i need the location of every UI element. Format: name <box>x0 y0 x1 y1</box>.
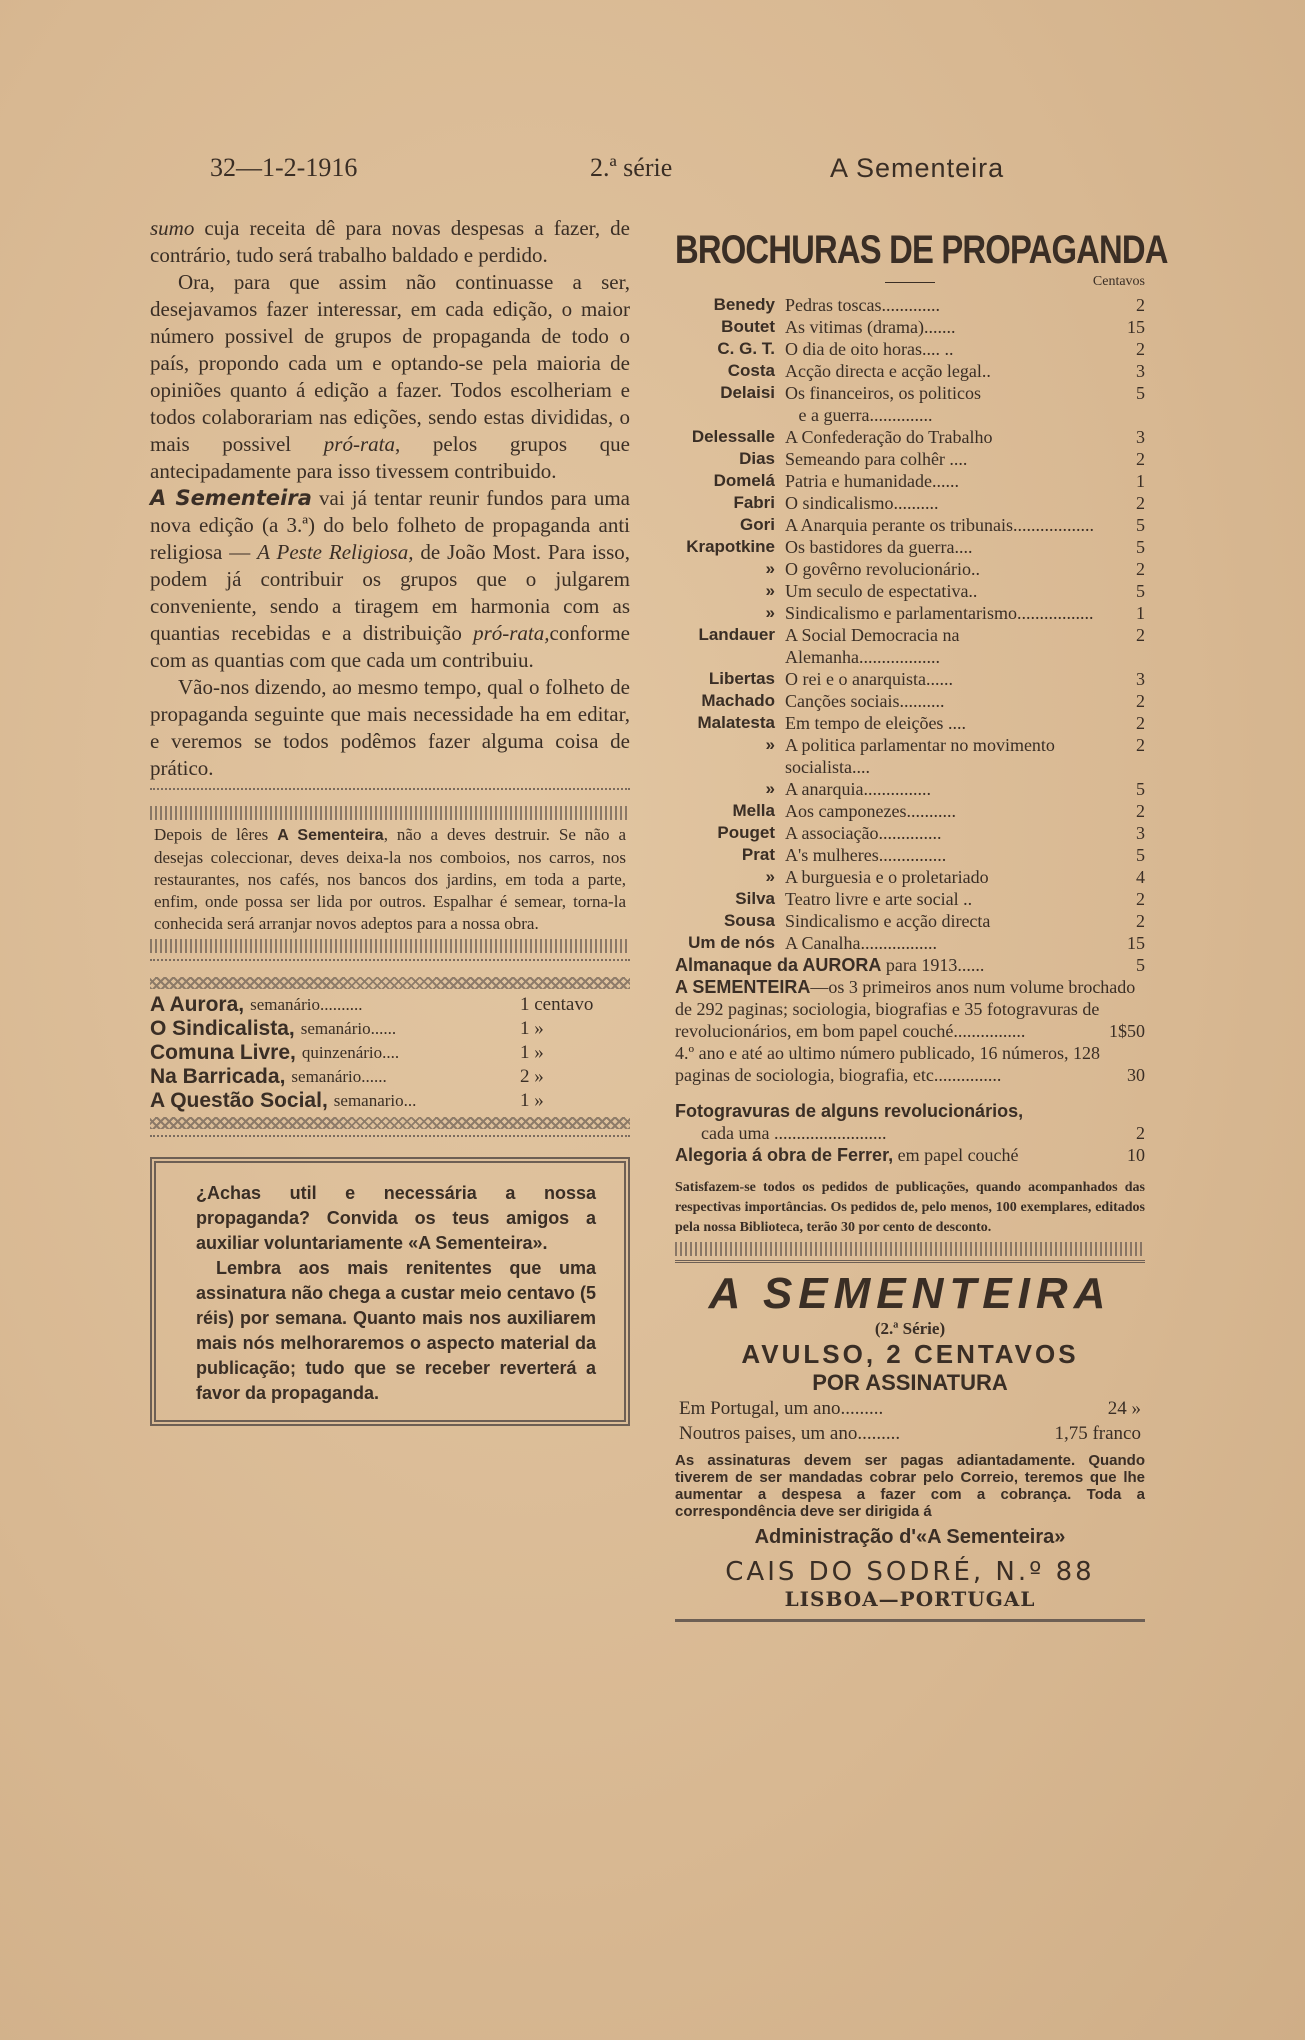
book-price: 5 <box>1136 779 1145 799</box>
fotogravuras-lead: Fotogravuras de alguns revolucionários, <box>675 1101 1024 1121</box>
book-price: 2 <box>1136 889 1145 909</box>
fotogravuras-row <box>675 1100 1145 1144</box>
book-price: 2 <box>1136 493 1145 513</box>
book-price: 5 <box>1136 383 1145 403</box>
paragraph-4 <box>150 674 630 782</box>
subscription-portugal <box>675 1396 1145 1421</box>
right-column <box>675 228 1168 1622</box>
appeal-paragraph-2: Lembra aos mais renitentes que uma assinatura não chega a custar meio centavo (5 réis) por semana. Quanto mais nos auxiliarem mais nós melhoraremos o aspecto material da publicação; tudo que se receber reverterá a favor da propaganda. <box>196 1258 596 1403</box>
periodical-price: 1 » <box>520 1090 544 1111</box>
book-price: 2 <box>1136 339 1145 359</box>
book-title: A politica parlamentar no movimento socialista.... <box>785 735 1060 777</box>
periodical-name: A Aurora, <box>150 993 245 1016</box>
paragraph-2 <box>150 269 630 485</box>
book-author: Dias <box>739 449 775 468</box>
alegoria-row <box>675 1144 1145 1166</box>
book-author: Um de nós <box>688 933 775 952</box>
alegoria-price: 10 <box>1127 1145 1145 1165</box>
book-author: Benedy <box>713 295 775 314</box>
quarto-ano-text: 4.º ano e até ao ultimo número publicado, 16 números, 128 paginas de sociologia, biografia, etc............... <box>675 1043 1100 1085</box>
hatched-divider-2 <box>150 939 630 953</box>
paragraph-2-text-a: Ora, para que assim não continuasse a ser, desejavamos fazer interessar, em cada edição, o maior número possivel de grupos de propaganda de todo o país, propondo cada um e optando-se pela maioria de opiniões quanto á edição a fazer. Todos escolheriam e todos colaborariam nas edições, sendo estas divididas, o mais possivel <box>150 270 630 456</box>
book-author: Delaisi <box>720 383 775 402</box>
book-price: 2 <box>1136 911 1145 931</box>
book-title: A's mulheres............... <box>785 845 947 865</box>
sementeira-volume-price: 1$50 <box>1109 1021 1145 1041</box>
book-title: Em tempo de eleições .... <box>785 713 966 733</box>
periodical-name: A Questão Social, <box>150 1089 328 1112</box>
almanaque-row <box>675 954 1145 976</box>
book-title: Canções sociais.......... <box>785 691 945 711</box>
header-date: 32—1-2-1916 <box>210 153 358 182</box>
ornamental-divider-2 <box>150 1117 630 1129</box>
book-author: Boutet <box>721 317 775 336</box>
pedidos-note: Satisfazem-se todos os pedidos de publicações, quando acompanhados das respectivas importâncias. Os pedidos de, pelo menos, 100 exemplares, editados pela nossa Biblioteca, terão 30 por cento de desconto. <box>675 1180 1145 1235</box>
book-title: Acção directa e acção legal.. <box>785 361 991 381</box>
book-author: » <box>765 603 775 622</box>
centavos-line <box>675 274 1145 290</box>
book-price: 3 <box>1136 823 1145 843</box>
book-price: 3 <box>1136 669 1145 689</box>
periodical-desc: semanário.......... <box>250 995 363 1014</box>
book-title: A Anarquia perante os tribunais.................. <box>785 515 1094 535</box>
hatched-divider-right <box>675 1242 1145 1256</box>
fotogravuras-text: cada uma ......................... <box>701 1123 887 1143</box>
book-price: 2 <box>1136 801 1145 821</box>
periodical-price: 1 » <box>520 1042 544 1063</box>
periodical-row <box>150 1089 630 1113</box>
book-author: Silva <box>735 889 775 908</box>
book-author: » <box>765 779 775 798</box>
portugal-price: 24 » <box>1107 1398 1141 1419</box>
book-author: Machado <box>701 691 775 710</box>
book-author: Libertas <box>708 669 775 688</box>
brochuras-heading: BROCHURAS DE PROPAGANDA <box>675 228 1168 272</box>
periodical-price: 1 » <box>520 1018 544 1039</box>
dotted-divider <box>150 788 630 800</box>
book-title: O sindicalismo.......... <box>785 493 939 513</box>
book-title: Patria e humanidade...... <box>785 471 959 491</box>
support-appeal-box <box>150 1157 630 1426</box>
quarto-ano-price: 30 <box>1127 1065 1145 1085</box>
book-price: 5 <box>1136 515 1145 535</box>
paragraph-3 <box>150 485 630 674</box>
ornamental-divider <box>150 977 630 989</box>
paragraph-1-italic: sumo <box>150 216 195 240</box>
periodical-price: 1 centavo <box>520 994 594 1015</box>
book-price: 2 <box>1136 449 1145 469</box>
book-title: A Canalha................. <box>785 933 937 953</box>
almanaque-text: para 1913...... <box>881 955 985 975</box>
header-title: A Sementeira <box>830 153 1005 183</box>
masthead-series: (2.ª Série) <box>874 1319 946 1338</box>
book-price: 2 <box>1136 713 1145 733</box>
periodical-name: O Sindicalista, <box>150 1017 295 1040</box>
book-author: Costa <box>727 361 775 380</box>
book-price: 3 <box>1136 427 1145 447</box>
book-author: Gori <box>740 515 775 534</box>
quarto-ano-row <box>675 1042 1145 1086</box>
book-title: O rei e o anarquista...... <box>785 669 953 689</box>
periodical-row <box>150 1017 630 1041</box>
paragraph-2-text-b: , pelos grupos que antecipadamente para isso tivessem contribuido. <box>150 432 630 483</box>
bottom-rule <box>675 1619 1145 1622</box>
notice-text-a: Depois de lêres <box>154 825 278 844</box>
book-price: 1 <box>1136 471 1145 491</box>
book-title: O govêrno revolucionário.. <box>785 559 980 579</box>
sementeira-brand: A Sementeira <box>150 486 312 510</box>
paragraph-2-italic: pró-rata <box>323 432 395 456</box>
periodical-price: 2 » <box>520 1066 544 1087</box>
periodical-name: Na Barricada, <box>150 1065 286 1088</box>
book-author: Krapotkine <box>686 537 775 556</box>
book-author: Sousa <box>723 911 775 930</box>
abroad-price: 1,75 franco <box>1054 1423 1141 1444</box>
periodical-desc: semanário...... <box>300 1019 397 1038</box>
book-title: A anarquia............... <box>785 779 931 799</box>
alegoria-lead: Alegoria á obra de Ferrer, <box>675 1145 894 1165</box>
book-author: » <box>765 559 775 578</box>
double-rule <box>675 1260 1145 1263</box>
administration-line: Administração d'«A Sementeira» <box>754 1526 1066 1548</box>
book-title: O dia de oito horas.... .. <box>785 339 954 359</box>
book-author: » <box>765 867 775 886</box>
book-title: A Confederação do Trabalho <box>785 427 993 447</box>
book-title: A burguesia e o proletariado <box>785 867 989 887</box>
periodicals-list <box>150 993 630 1113</box>
book-price: 2 <box>1136 625 1145 645</box>
alegoria-text: em papel couché <box>893 1145 1019 1165</box>
book-title: A Social Democracia na Alemanha.................. <box>785 625 963 667</box>
book-title: Um seculo de espectativa.. <box>785 581 978 601</box>
book-title: A associação.............. <box>785 823 942 843</box>
book-author: » <box>765 581 775 600</box>
book-price: 3 <box>1136 361 1145 381</box>
city-line: LISBOA—PORTUGAL <box>784 1587 1036 1611</box>
book-title: Semeando para colhêr .... <box>785 449 968 469</box>
book-author: » <box>765 735 775 754</box>
periodical-desc: quinzenário.... <box>301 1043 400 1062</box>
hatched-divider <box>150 806 630 820</box>
abroad-label: Noutros paises, um ano......... <box>679 1423 901 1444</box>
subscription-abroad <box>675 1421 1145 1446</box>
paragraph-3-italic: A Peste Religiosa, <box>257 540 414 564</box>
book-price: 2 <box>1136 691 1145 711</box>
sementeira-volume-row <box>675 976 1145 1042</box>
book-author: Mella <box>732 801 775 820</box>
masthead-title: A SEMENTEIRA <box>708 1269 1112 1318</box>
paragraph-3-text-b: de João Most. Para isso, podem já contribuir os grupos que o julgarem conveniente, sendo a tiragem em harmonia com as quantias recebidas e a distribuição <box>150 540 631 645</box>
sementeira-volume-lead: A SEMENTEIRA <box>675 977 811 997</box>
book-title: Os bastidores da guerra.... <box>785 537 973 557</box>
paragraph-3-text-a: vai já tentar reunir fundos para uma nova edição (a 3.ª) do belo folheto de propaganda anti religiosa — <box>150 486 630 564</box>
dotted-divider-2 <box>150 959 630 971</box>
book-author: Landauer <box>698 625 775 644</box>
book-author: Fabri <box>733 493 775 512</box>
book-title: Sindicalismo e parlamentarismo................. <box>785 603 1094 623</box>
paragraph-4-text: Vão-nos dizendo, ao mesmo tempo, qual o folheto de propaganda seguinte que mais necessidade ha em editar, e veremos se todos podêmos fazer alguma coisa de prático. <box>150 675 630 780</box>
centavos-label: Centavos <box>1092 274 1145 289</box>
book-title: Sindicalismo e acção directa <box>785 911 991 931</box>
book-title: Teatro livre e arte social .. <box>785 889 973 909</box>
book-author: C. G. T. <box>717 339 775 358</box>
periodical-row <box>150 993 630 1017</box>
book-price: 1 <box>1136 603 1145 623</box>
left-column <box>150 215 630 1426</box>
book-author: Delessalle <box>691 427 775 446</box>
almanaque-price: 5 <box>1136 955 1145 975</box>
book-title: As vitimas (drama)....... <box>785 317 956 337</box>
periodical-row <box>150 1041 630 1065</box>
almanaque-lead: Almanaque da AURORA <box>675 955 882 975</box>
subscription-heading: POR ASSINATURA <box>812 1370 1008 1395</box>
notice-brand: A Sementeira <box>277 827 384 844</box>
book-author: Prat <box>741 845 775 864</box>
periodical-row <box>150 1065 630 1089</box>
fotogravuras-price: 2 <box>1136 1123 1145 1143</box>
paragraph-1-text: cuja receita dê para novas despesas a fazer, de contrário, tudo será trabalho baldado e perdido. <box>150 216 630 267</box>
heading-dash <box>885 282 935 283</box>
book-price: 5 <box>1136 537 1145 557</box>
address-line: CAIS DO SODRÉ, N.º 88 <box>725 1557 1095 1587</box>
book-price: 4 <box>1136 867 1145 887</box>
book-title: Pedras toscas............. <box>785 295 940 315</box>
book-title: Aos camponezes........... <box>785 801 956 821</box>
avulso-price: AVULSO, 2 CENTAVOS <box>741 1339 1079 1369</box>
book-price: 15 <box>1127 317 1145 337</box>
subscriptions-note: As assinaturas devem ser pagas adiantadamente. Quando tiverem de ser mandadas cobrar pelo Correio, teremos que lhe aumentar a despesa a fazer com a cobrança. Toda a correspondência deve ser dirigida á <box>675 1452 1145 1520</box>
periodical-name: Comuna Livre, <box>150 1041 296 1064</box>
book-author: Malatesta <box>697 713 775 732</box>
appeal-paragraph-1: ¿Achas util e necessária a nossa propaganda? Convida os teus amigos a auxiliar voluntariamente «A Sementeira». <box>196 1183 596 1253</box>
book-price: 5 <box>1136 581 1145 601</box>
book-price: 2 <box>1136 559 1145 579</box>
book-list <box>675 294 1145 954</box>
book-title: Os financeiros, os politicos e a guerra.............. <box>785 383 981 425</box>
book-author: Domelá <box>713 471 775 490</box>
sementeira-volume-text: —os 3 primeiros anos num volume brochado de 292 paginas; sociologia, biografias e 35 fotogravuras de revolucionários, em bom papel couché................ <box>675 977 1136 1041</box>
book-price: 2 <box>1136 735 1145 755</box>
book-price: 5 <box>1136 845 1145 865</box>
book-author: Pouget <box>717 823 775 842</box>
periodical-desc: semanario... <box>333 1091 417 1110</box>
paragraph-3-text-c: conforme com as quantias com que cada um contribuiu. <box>150 621 630 672</box>
book-price: 15 <box>1127 933 1145 953</box>
portugal-label: Em Portugal, um ano......... <box>679 1398 884 1419</box>
book-price: 2 <box>1136 295 1145 315</box>
header-series: 2.ª série <box>590 153 673 182</box>
notice-text-b: , não a deves destruir. Se não a desejas coleccionar, deves deixa-la nos comboios, nos carros, nos restaurantes, nos cafés, nos bancos dos jardins, em toda a parte, enfim, onde possa ser lida por outros. Espalhar é semear, torna-la conhecida será arranjar novos adeptos para a nossa obra. <box>154 825 626 933</box>
periodical-desc: semanário...... <box>291 1067 387 1086</box>
reader-notice <box>150 824 630 935</box>
dotted-divider-3 <box>150 1135 630 1147</box>
paragraph-3-italic-2: pró-rata, <box>473 621 550 645</box>
paragraph-1 <box>150 215 630 269</box>
